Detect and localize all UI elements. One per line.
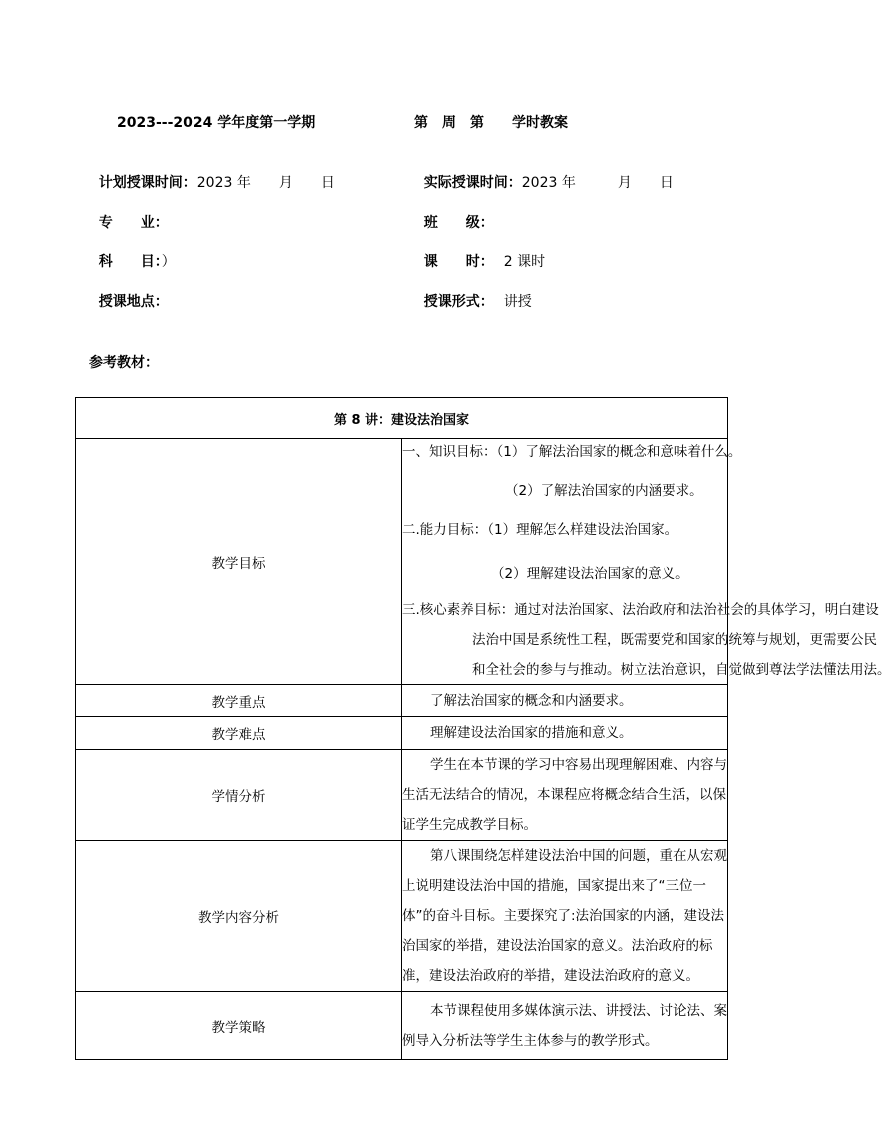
- objective-line: 和全社会的参与与推动。树立法治意识，自觉做到尊法学法懂法用法。: [472, 662, 891, 678]
- hours-value: 2 课时: [503, 254, 546, 270]
- strategy-value: [402, 992, 728, 1060]
- objectives-label: 教学目标: [76, 439, 402, 685]
- student-analysis-text: 学生在本节课的学习中容易出现理解困难、内容与生活无法结合的情况，本课程应将概念结合生活，以保证学生完成教学目标。: [402, 757, 727, 833]
- content-analysis-value: [402, 841, 728, 992]
- key-points-value: [402, 685, 728, 717]
- location-row: [89, 272, 169, 312]
- objectives-row: [76, 439, 728, 685]
- form-label: 授课形式：: [423, 294, 494, 310]
- key-points-label: 教学重点: [76, 685, 402, 717]
- term-heading: 2023---2024 学年度第一学期: [117, 115, 316, 131]
- table-title-row: [76, 398, 728, 439]
- strategy-text: 本节课程使用多媒体演示法、讲授法、讨论法、案例导入分析法等学生主体参与的教学形式。: [402, 1002, 727, 1049]
- difficult-points-text: 理解建设法治国家的措施和意义。: [430, 725, 633, 741]
- student-analysis-row: [76, 750, 728, 841]
- objective-line: 二.能力目标：（1）理解怎么样建设法治国家。: [402, 522, 679, 538]
- content-analysis-row: [76, 841, 728, 992]
- subject-value: ）: [161, 254, 176, 270]
- subject-label: 科 目：: [98, 254, 162, 270]
- planned-time-row: [89, 153, 335, 193]
- textbook-label: 参考教材：: [89, 355, 159, 371]
- key-points-text: 了解法治国家的概念和内涵要求。: [430, 692, 633, 709]
- student-analysis-label: 学情分析: [76, 750, 402, 841]
- objective-line: （2）了解法治国家的内涵要求。: [505, 483, 703, 499]
- objective-line: 三.核心素养目标：通过对法治国家、法治政府和法治社会的具体学习，明白建设: [402, 602, 879, 618]
- class-row: [414, 193, 494, 233]
- major-label: 专 业：: [98, 215, 169, 231]
- objective-line: 一、知识目标：（1）了解法治国家的概念和意味着什么。: [402, 444, 742, 460]
- form-row: [414, 272, 532, 312]
- difficult-points-row: [76, 717, 728, 750]
- plan-title: 第 周 第 学时教案: [414, 115, 568, 131]
- strategy-label: 教学策略: [76, 992, 402, 1060]
- objectives-cell: [402, 439, 891, 685]
- form-value: 讲授: [503, 294, 532, 310]
- strategy-row: [76, 992, 728, 1060]
- objective-line: 法治中国是系统性工程，既需要党和国家的统筹与规划，更需要公民: [472, 632, 877, 648]
- hours-row: [414, 232, 545, 272]
- lesson-title: 第 8 讲：建设法治国家: [76, 398, 728, 439]
- planned-time-label: 计划授课时间：: [98, 175, 197, 191]
- difficult-points-value: [402, 717, 728, 750]
- objective-line: （2）理解建设法治国家的意义。: [491, 566, 689, 582]
- actual-time-label: 实际授课时间：: [423, 175, 522, 191]
- student-analysis-value: [402, 750, 728, 841]
- content-analysis-label: 教学内容分析: [76, 841, 402, 992]
- class-label: 班 级：: [423, 215, 494, 231]
- content-analysis-text: 第八课围绕怎样建设法治中国的问题，重在从宏观上说明建设法治中国的措施，国家提出来了“三位一体”的奋斗目标。主要探究了:法治国家的内涵，建设法治国家的举措，建设法治国家的意义。法治政府的标准，建设法治政府的举措，建设法治政府的意义。: [402, 848, 727, 984]
- lesson-plan-table: [75, 397, 891, 1060]
- planned-time-value: 2023 年 月 日: [196, 175, 335, 191]
- key-points-row: [76, 685, 728, 717]
- location-label: 授课地点：: [98, 294, 169, 310]
- subject-row: [89, 232, 176, 272]
- hours-label: 课 时：: [423, 254, 494, 270]
- actual-time-value: 2023 年 月 日: [521, 175, 674, 191]
- major-row: [89, 193, 169, 233]
- actual-time-row: [414, 153, 674, 193]
- difficult-points-label: 教学难点: [76, 717, 402, 750]
